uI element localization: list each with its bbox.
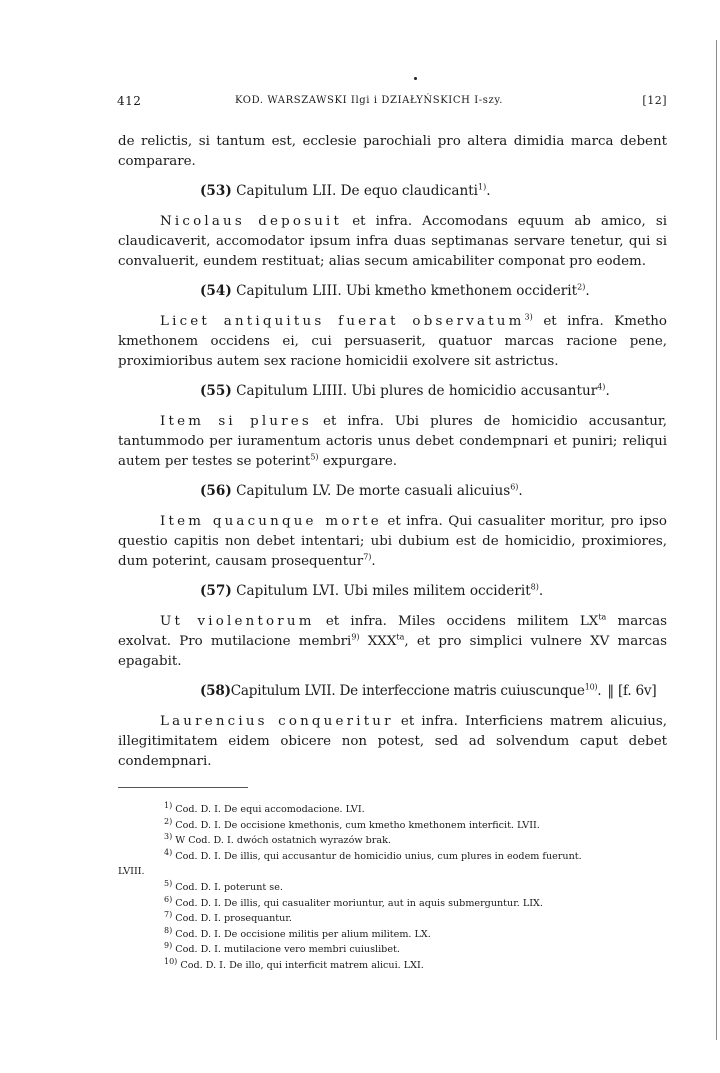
footnote-1: $^{1)}$ Cod. D. I. De equi accomodacione. LVI. [164,800,365,815]
footnote-ref: 5) [310,452,319,462]
chapter-body-end: . [371,554,376,569]
chapter-body: et infra. Ubi plures de homicidio accusantur, tantummodo per iuramentum actoris unus debet condempnari et puniri; reliqui autem per testes se poterint [118,414,668,469]
footnote-ref: 2) [577,282,586,292]
incipit: Licet antiquitus fuerat observatum [160,314,525,329]
footnote-4-continuation: LVIII. [118,866,145,878]
incipit: Nicolaus deposuit [160,214,343,229]
chapter-text-58 [118,712,667,772]
chapter-title: Capitulum LII. De equo claudicanti [236,183,479,199]
chapter-title: Capitulum LVII. De interfeccione matris cuiuscunque [230,683,585,699]
footnote-ref: 8) [530,582,539,592]
intro-paragraph: de relictis, si tantum est, ecclesie parochiali pro altera dimidia marca debent comparare. [118,134,667,169]
footnote-2: $^{2)}$ Cod. D. I. De occisione kmethonis, cum kmetho kmethonem interficit. LVII. [164,816,540,831]
chapter-body-end: , et pro simplici vulnere XV marcas epagabit. [118,634,667,669]
footnote-ref: 7) [363,552,372,562]
footnote-7: $^{7)}$ Cod. D. I. prosequantur. [164,909,292,925]
ordinal-mark: ta [396,632,405,642]
footnote-10: $^{10)}$ Cod. D. I. De illo, qui interficit matrem alicui. LXI. [164,956,424,971]
chapter-heading-58: (58)Capitulum LVII. De interfeccione matris cuiuscunque$^{10)}$. ‖ [f. 6v] [200,682,657,699]
chapter-number: (53) [200,183,232,199]
chapter-title: Capitulum LVI. Ubi miles militem occiderit [236,583,531,599]
footnote-3: $^{3)}$ W Cod. D. I. dwóch ostatnich wyrazów brak. [164,832,391,847]
incipit: Laurencius conqueritur [160,714,394,729]
footnote-9: $^{9)}$ Cod. D. I. mutilacione vero membri cuiuslibet. [164,941,400,956]
chapter-body: et infra. Kmetho kmethonem occidens ei, cui persuaserit, quatuor marcas racione pene, proximioribus autem sex racione homicidii exolvere sit astrictus. [118,314,667,369]
chapter-text-56 [118,512,667,572]
footnote-6: $^{6)}$ Cod. D. I. De illis, qui casualiter moriuntur, aut in aquis submerguntur. LIX. [164,894,543,909]
running-header [117,94,667,114]
ordinal-mark: ta [598,612,607,622]
chapter-number: (56) [200,483,232,499]
chapter-heading-53: (53) Capitulum LII. De equo claudicanti$^{1)}$. [200,182,491,199]
footnote-4: $^{4)}$ Cod. D. I. De illis, qui accusantur de homicidio unius, cum plures in eodem fuerunt. [164,847,582,862]
chapter-heading-54: (54) Capitulum LIII. Ubi kmetho kmethonem occiderit$^{2)}$. [200,282,590,299]
footnote-ref: 9) [351,632,360,642]
chapter-text-54 [118,312,667,372]
chapter-body: marcas exolvat. Pro mutilacione membri [118,614,667,649]
chapter-number: (55) [200,383,232,399]
chapter-number: (57) [200,583,232,599]
chapter-body: et infra. Accomodans equum ab amico, si claudicaverit, accomodator ipsum infra duas septimanas servare tenetur, qui si convaluerit, eundem restituat; alias secum amicabiliter componat pro eodem. [118,214,667,269]
running-title: KOD. WARSZAWSKI Ilgi i DZIAŁYŃSKICH I-szy. [235,95,504,106]
footnote-separator [118,787,248,788]
chapter-number: (54) [200,283,232,299]
footnote-5: $^{5)}$ Cod. D. I. poterunt se. [164,878,283,893]
footnote-8: $^{8)}$ Cod. D. I. De occisione militis per alium militem. LX. [164,925,431,940]
footnotes [118,802,667,974]
chapter-heading-56: (56) Capitulum LV. De morte casuali alicuius$^{6)}$. [200,482,523,499]
footnote-ref: 3) [524,312,533,322]
footnote-ref: 10) [584,682,598,692]
chapter-title: Capitulum LIIII. Ubi plures de homicidio accusantur [236,383,598,399]
chapter-text-55 [118,412,667,472]
chapter-number: (58) [200,683,231,699]
print-dot-mark [414,77,417,80]
chapter-heading-55: (55) Capitulum LIIII. Ubi plures de homicidio accusantur$^{4)}$. [200,382,610,399]
chapter-body-end: expurgare. [318,454,398,469]
chapter-title: Capitulum LV. De morte casuali alicuius [236,483,511,499]
chapter-body: et infra. Miles occidens militem LX [314,614,599,629]
chapter-text-53 [118,212,667,272]
chapter-title: Capitulum LIII. Ubi kmetho kmethonem occiderit [236,283,578,299]
folio-marker: ‖ [f. 6v] [607,683,657,699]
page-edge-rule [716,40,717,1040]
footnote-ref: 1) [478,182,487,192]
page-number: 412 [117,94,142,108]
chapter-body: et infra. Qui casualiter moritur, pro ipso questio capitis non debet intentari; ubi dubium est de homicidio, proximiores, dum poterint, causam prosequentur [118,514,667,569]
chapter-body: XXX [359,634,397,649]
chapter-text-57 [118,612,667,672]
section-number: [12] [642,94,667,107]
incipit: Ut violentorum [160,614,315,629]
incipit: Item si plures [160,414,312,429]
footnote-ref: 6) [510,482,519,492]
chapter-body: et infra. Interficiens matrem alicuius, illegitimitatem eidem obicere non potest, sed ad solvendum caput debet condempnari. [118,714,668,769]
chapter-heading-57: (57) Capitulum LVI. Ubi miles militem occiderit$^{8)}$. [200,582,544,599]
footnote-ref: 4) [597,382,606,392]
main-text [118,132,667,772]
incipit: Item quacunque morte [160,514,382,529]
